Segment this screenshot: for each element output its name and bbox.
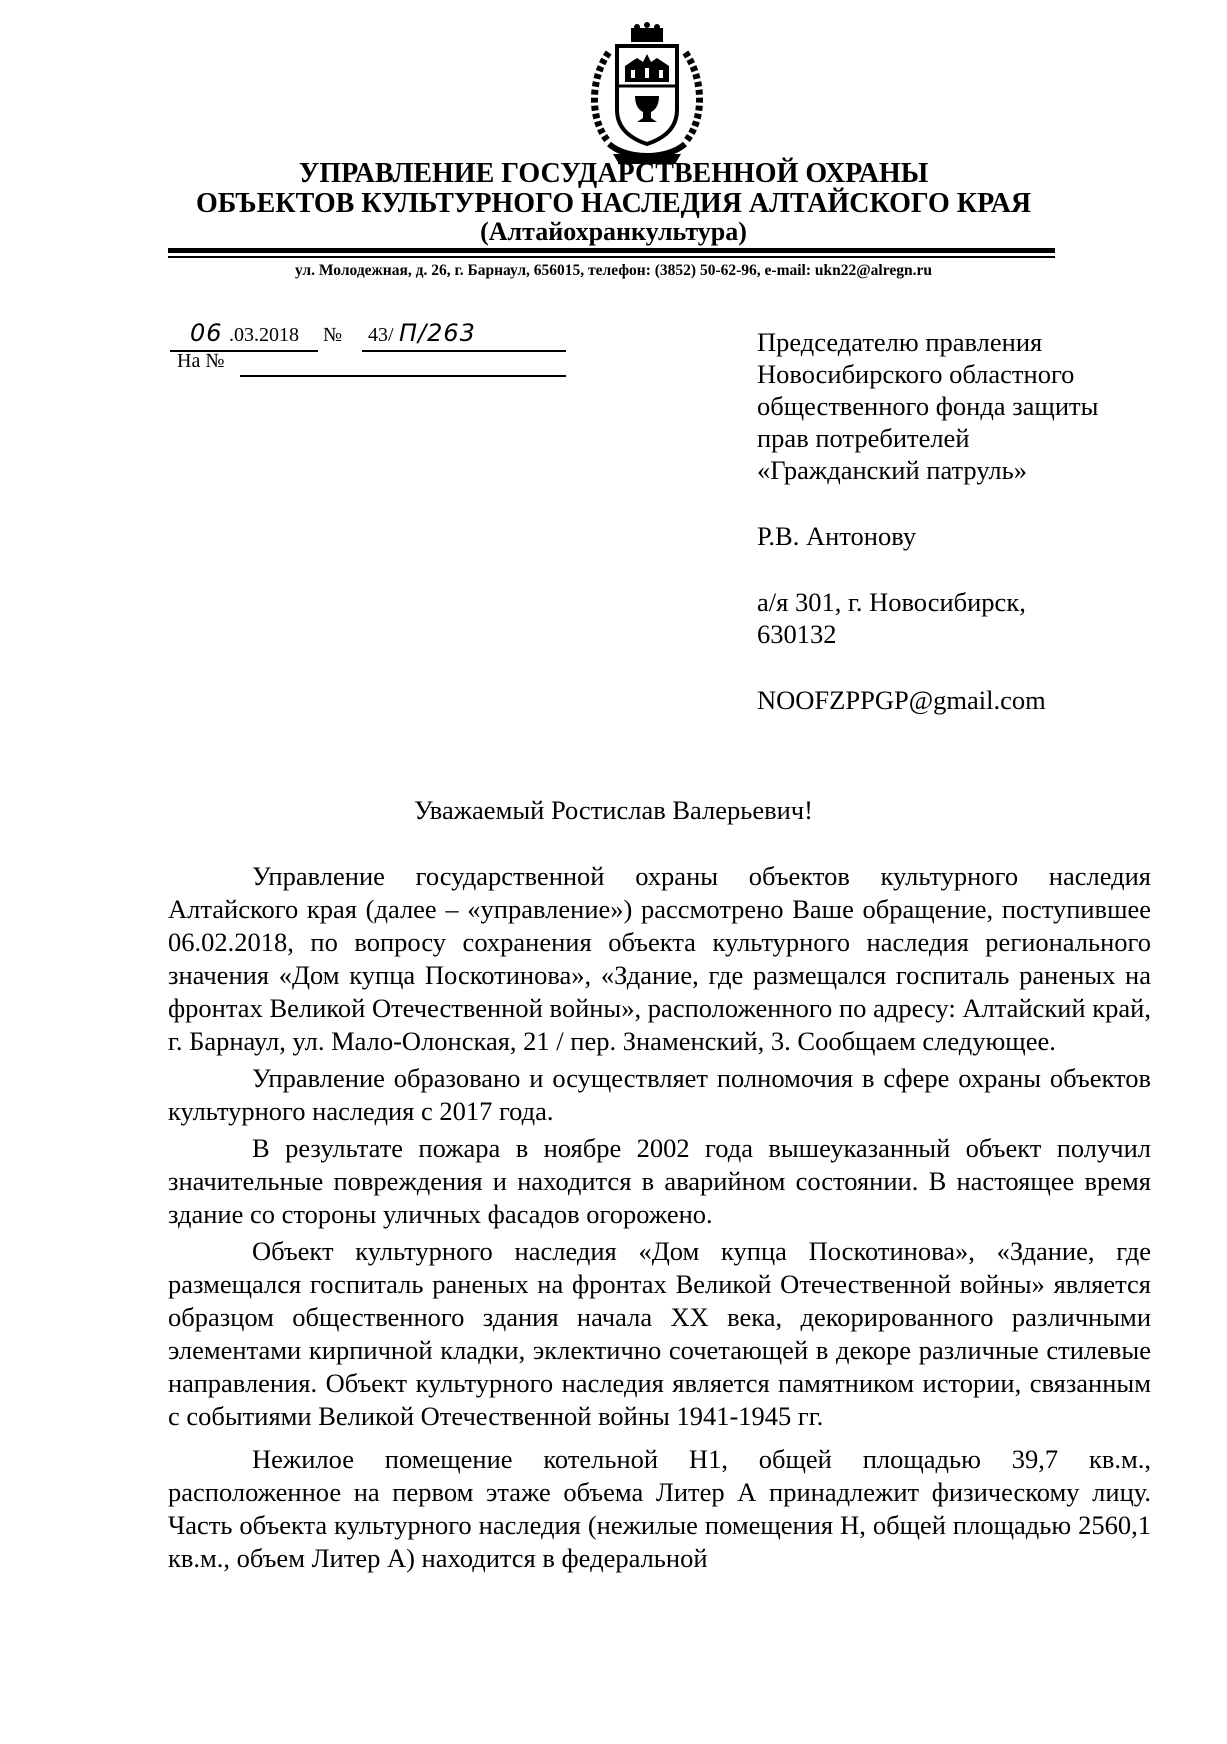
letter-body xyxy=(168,860,1151,1579)
letterhead-rule-thick xyxy=(168,248,1055,253)
recipient-line: общественного фонда защиты xyxy=(757,391,1099,421)
reg-number-underline xyxy=(362,350,566,352)
reg-number-label: № xyxy=(323,324,343,346)
org-name-line1: УПРАВЛЕНИЕ ГОСУДАРСТВЕННОЙ ОХРАНЫ xyxy=(298,158,929,189)
recipient-line: «Гражданский патруль» xyxy=(757,455,1027,485)
body-paragraph: В результате пожара в ноябре 2002 года вышеуказанный объект получил значительные повреждения и находится в аварийном состоянии. В настоящее время здание со стороны уличных фасадов огорожено. xyxy=(168,1133,1151,1229)
recipient-address-line: а/я 301, г. Новосибирск, xyxy=(757,587,1026,617)
body-paragraph: Управление образовано и осуществляет полномочия в сфере охраны объектов культурного наследия с 2017 года. xyxy=(168,1063,1151,1126)
body-paragraph: Объект культурного наследия «Дом купца Поскотинова», «Здание, где размещался госпиталь раненых на фронтах Великой Отечественной войны» является образцом общественного здания начала XX века, декорированного различными элементами кирпичной кладки, эклектично сочетающей в декоре различные стилевые направления. Объект культурного наследия является памятником истории, связанным с событиями Великой Отечественной войны 1941-1945 гг. xyxy=(168,1236,1151,1431)
reg-number-handwritten: П/263 xyxy=(399,319,476,347)
greeting: Уважаемый Ростислав Валерьевич! xyxy=(414,795,813,825)
reg-date: .03.2018 xyxy=(229,324,299,346)
recipient-email: NOOFZPPGP@gmail.com xyxy=(757,685,1046,715)
recipient-line: прав потребителей xyxy=(757,423,970,453)
org-name-line2: ОБЪЕКТОВ КУЛЬТУРНОГО НАСЛЕДИЯ АЛТАЙСКОГО КРАЯ xyxy=(195,188,1032,219)
reply-label: На № xyxy=(177,350,225,372)
recipient-line: Новосибирского областного xyxy=(757,359,1075,389)
org-address: ул. Молодежная, д. 26, г. Барнаул, 656015, телефон: (3852) 50-62-96, e-mail: ukn22@alregn.ru xyxy=(295,262,932,279)
body-paragraph: Нежилое помещение котельной Н1, общей площадью 39,7 кв.м., расположенное на первом этаже объема Литер А принадлежит физическому лицу. Часть объекта культурного наследия (нежилые помещения Н, общей площадью 2560,1 кв.м., объем Литер А) находится в федеральной xyxy=(168,1444,1151,1573)
recipient-line: Председателю правления xyxy=(757,327,1043,357)
org-short-name: (Алтайохранкультура) xyxy=(480,217,747,246)
recipient-name: Р.В. Антонову xyxy=(757,521,917,551)
reg-number-printed: 43/ xyxy=(368,324,394,346)
body-paragraph: Управление государственной охраны объектов культурного наследия Алтайского края (далее – «управление») рассмотрено Ваше обращение, поступившее 06.02.2018, по вопросу сохранения объекта культурного наследия регионального значения «Дом купца Поскотинова», «Здание, где размещался госпиталь раненых на фронтах Великой Отечественной войны», расположенного по адресу: Алтайский край, г. Барнаул, ул. Мало-Олонская, 21 / пер. Знаменский, 3. Сообщаем следующее. xyxy=(168,861,1151,1056)
reg-day-handwritten: 06 xyxy=(190,319,223,347)
recipient-block xyxy=(757,326,1197,716)
reply-underline xyxy=(240,375,566,377)
recipient-address-line: 630132 xyxy=(757,619,837,649)
coat-of-arms-emblem xyxy=(587,22,707,172)
letterhead-rule-thin xyxy=(168,256,1055,258)
